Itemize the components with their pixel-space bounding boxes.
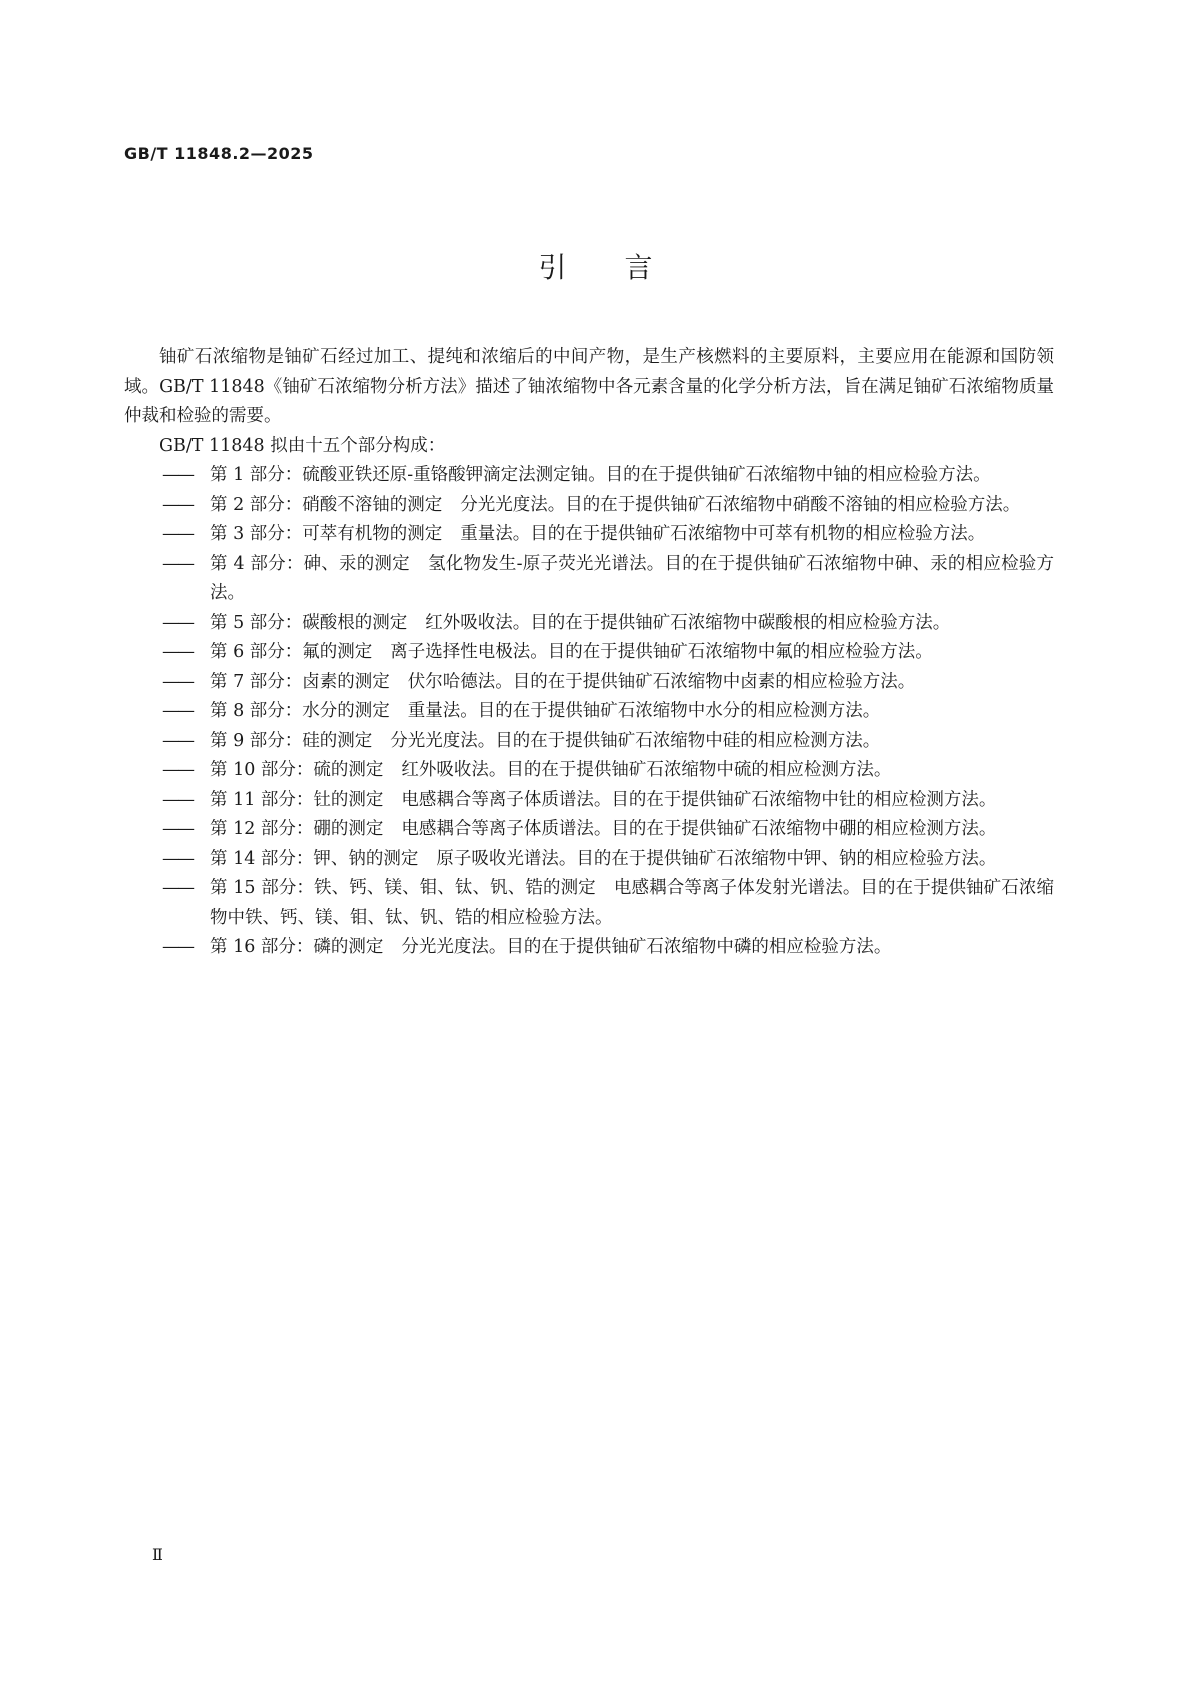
part-purpose: 。目的在于提供铀矿石浓缩物中水分的相应检测方法。 [460, 701, 881, 721]
part-method: 分光光度法 [390, 730, 478, 751]
part-item [124, 461, 1054, 491]
part-name: 硼的测定 [313, 819, 384, 839]
list-dash: —— [162, 671, 193, 692]
part-name: 硅的测定 [302, 730, 373, 751]
part-label: 第 15 部分： [210, 878, 315, 898]
document-body [124, 343, 1054, 963]
part-item [124, 638, 1054, 668]
list-dash: —— [162, 642, 193, 662]
part-name: 砷、汞的测定 [303, 553, 410, 574]
part-label: 第 11 部分： [210, 789, 314, 810]
part-name: 可萃有机物的测定 [302, 524, 443, 544]
list-dash: —— [162, 937, 193, 957]
part-method: 分光光度法 [460, 494, 548, 515]
part-item [124, 520, 1054, 550]
part-method: 原子吸收光谱法 [436, 848, 559, 869]
part-label: 第 14 部分： [210, 848, 314, 869]
part-method: 分光光度法 [401, 937, 489, 957]
part-purpose: 。目的在于提供铀矿石浓缩物中砷、汞的相应检验方法。 [210, 553, 1055, 603]
part-method: 重量法 [407, 701, 461, 721]
standard-code: GB/T 11848.2—2025 [124, 144, 314, 163]
part-item [124, 815, 1054, 845]
list-dash: —— [162, 494, 193, 515]
part-item [124, 697, 1054, 727]
part-item [124, 668, 1054, 698]
list-dash: —— [162, 465, 193, 485]
part-method: 电感耦合等离子体质谱法 [401, 819, 594, 839]
part-purpose: 。目的在于提供铀矿石浓缩物中可萃有机物的相应检验方法。 [512, 524, 986, 544]
list-dash: —— [162, 701, 193, 721]
list-dash: —— [162, 848, 193, 869]
part-label: 第 4 部分： [210, 553, 304, 574]
list-dash: —— [162, 819, 193, 839]
part-purpose: 。目的在于提供铀矿石浓缩物中氟的相应检验方法。 [530, 642, 933, 662]
part-purpose: 。目的在于提供铀矿石浓缩物中磷的相应检验方法。 [488, 937, 892, 957]
part-method: 红外吸收法 [425, 612, 513, 633]
part-label: 第 5 部分： [210, 612, 303, 633]
part-name: 卤素的测定 [302, 671, 390, 692]
list-dash: —— [162, 760, 193, 780]
list-dash: —— [162, 524, 193, 544]
part-name: 水分的测定 [302, 701, 390, 721]
part-purpose: 。目的在于提供铀矿石浓缩物中硫的相应检测方法。 [488, 760, 892, 780]
intro-paragraph: 铀矿石浓缩物是铀矿石经过加工、提纯和浓缩后的中间产物，是生产核燃料的主要原料，主要应用在能源和国防领域。GB/T 11848《铀矿石浓缩物分析方法》描述了铀浓缩物中各元素含量的化学分析方法，旨在满足铀矿石浓缩物质量仲裁和检验的需要。 [124, 347, 1054, 426]
part-label: 第 16 部分： [210, 937, 314, 957]
part-purpose: 。目的在于提供铀矿石浓缩物中硝酸不溶铀的相应检验方法。 [547, 494, 1021, 515]
part-name: 铁、钙、镁、钼、钛、钒、锆的测定 [314, 878, 596, 898]
part-item [124, 727, 1054, 757]
part-item [124, 609, 1054, 639]
part-label: 第 1 部分： [210, 465, 303, 485]
part-purpose: 。目的在于提供铀矿石浓缩物中钍的相应检测方法。 [593, 789, 997, 810]
list-dash: —— [162, 789, 193, 810]
part-name: 磷的测定 [313, 937, 384, 957]
page-number: Ⅱ [152, 1545, 163, 1564]
part-item [124, 786, 1054, 816]
list-dash: —— [162, 612, 193, 633]
part-method: 电感耦合等离子体质谱法 [401, 789, 594, 810]
parts-intro: GB/T 11848 拟由十五个部分构成： [159, 435, 446, 456]
part-label: 第 9 部分： [210, 730, 303, 751]
part-purpose: 。目的在于提供铀矿石浓缩物中硼的相应检测方法。 [593, 819, 997, 839]
part-name: 硫的测定 [313, 760, 384, 780]
part-item [124, 845, 1054, 875]
part-method: 伏尔哈德法 [407, 671, 496, 692]
part-name: 氟的测定 [302, 642, 373, 662]
part-item [124, 550, 1054, 609]
part-purpose: 。目的在于提供铀矿石浓缩物中铀的相应检验方法。 [588, 465, 991, 485]
part-name: 硝酸不溶铀的测定 [302, 494, 443, 515]
part-purpose: 。目的在于提供铀矿石浓缩物中硅的相应检测方法。 [477, 730, 881, 751]
part-label: 第 7 部分： [210, 671, 303, 692]
part-purpose: 。目的在于提供铀矿石浓缩物中铁、钙、镁、钼、钛、钒、锆的相应检验方法。 [210, 878, 1055, 928]
part-label: 第 12 部分： [210, 819, 314, 839]
part-method: 氢化物发生-原子荧光光谱法 [427, 553, 647, 574]
part-purpose: 。目的在于提供铀矿石浓缩物中钾、钠的相应检验方法。 [558, 848, 997, 869]
part-item [124, 491, 1054, 521]
parts-list [124, 461, 1054, 963]
part-name: 硫酸亚铁还原-重铬酸钾滴定法测定铀 [302, 465, 589, 485]
part-label: 第 2 部分： [210, 494, 303, 515]
part-label: 第 6 部分： [210, 642, 303, 662]
part-method: 离子选择性电极法 [390, 642, 531, 662]
list-dash: —— [162, 553, 193, 574]
part-label: 第 10 部分： [210, 760, 314, 780]
part-method: 电感耦合等离子体发射光谱法 [613, 878, 843, 898]
part-item [124, 874, 1054, 933]
list-dash: —— [162, 878, 193, 898]
list-dash: —— [162, 730, 193, 751]
part-item [124, 933, 1054, 963]
part-label: 第 8 部分： [210, 701, 303, 721]
part-name: 钾、钠的测定 [313, 848, 419, 869]
part-purpose: 。目的在于提供铀矿石浓缩物中卤素的相应检验方法。 [495, 671, 916, 692]
part-name: 钍的测定 [313, 789, 384, 810]
part-name: 碳酸根的测定 [302, 612, 408, 633]
part-item [124, 756, 1054, 786]
part-method: 重量法 [460, 524, 513, 544]
page-title: 引言 [538, 251, 711, 284]
part-label: 第 3 部分： [210, 524, 303, 544]
part-purpose: 。目的在于提供铀矿石浓缩物中碳酸根的相应检验方法。 [512, 612, 951, 633]
part-method: 红外吸收法 [401, 760, 489, 780]
